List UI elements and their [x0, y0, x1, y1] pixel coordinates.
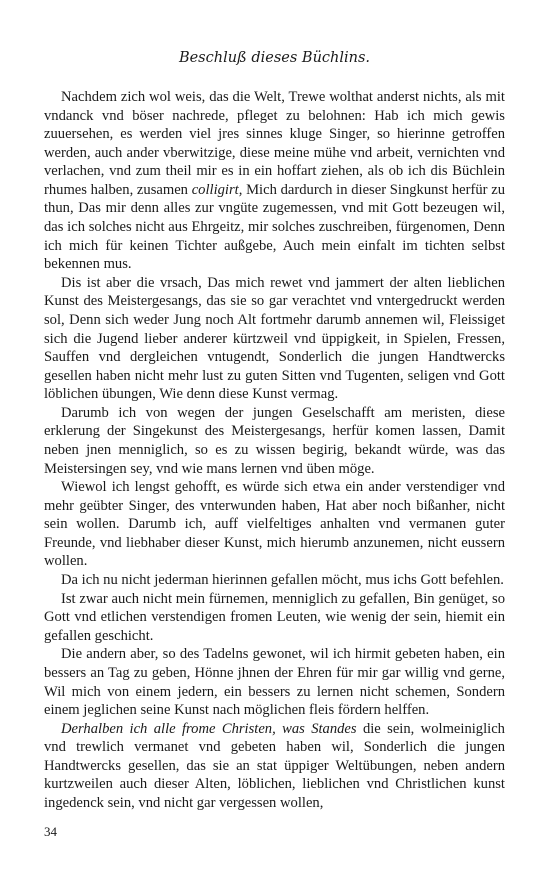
text-run: Mich dardurch in dieser Singkunst herfür zu thun, Das mir denn alles zur vngüte zugemessen, vnd mit Gott bezeugen wil, das ich solches nicht aus Ehrgeitz, mir solches zuschreiben, fürgenomen, Denn ich mich für keinen Tichter außgebe, Auch mein einfalt im tichten selbst bekennen mus.: [44, 181, 505, 273]
page-title: Beschluß dieses Büchlins.: [178, 50, 371, 66]
text-run: Ist zwar auch nicht mein fürnemen, menniglich zu gefallen, Bin genüget, so Gott vnd etlichen verstendigen fromen Leuten, wie wenig der sein, hiemit ein gefallen geschicht.: [44, 590, 505, 644]
paragraph: [44, 88, 505, 274]
text-run: die sein, wolmeiniglich vnd trewlich vermanet vnd gebeten haben wil, Sonderlich die jungen Handtwercks gesellen, das sie an stat üppiger Weltübungen, neben andern kurtzweilen auch dieser Alten, löblichen, lieblichen vnd Christlichen kunst ingedenck sein, vnd nicht gar vergessen wollen,: [44, 720, 505, 811]
paragraph: [44, 720, 505, 813]
text-run: Nachdem zich wol weis, das die Welt, Trewe wolthat anderst nichts, als mit vndanck vnd böser nachrede, pfleget zu belohnen: Hab ich mich gewis zuuersehen, es werden viel jres sinnes kluge Singer, so hierinne getroffen werden, auch ander vberwitzige, diese meine mühe vnd arbeit, vernichten vnd verlachen, vnd zum theil mir es in ein hoffart ziehen, als ob ich dis Büchlein rhumes halben, zusamen: [44, 89, 505, 198]
paragraph: [44, 645, 505, 719]
text-run: Dis ist aber die vrsach, Das mich rewet vnd jammert der alten lieblichen Kunst des Meistergesangs, das sie so gar verachtet vnd vntergedruckt werden sol, Denn sich weder Jung noch Alt fortmehr darumb annemen wil, Fleissiget sich die Jugend lieber anderer kürtzweil vnd üppigkeit, in Spielen, Fressen, Sauffen vnd dergleichen vntugendt, Sonderlich die jungen Handtwercks gesellen haben nicht mehr lust zu guten Sitten vnd Tugenten, seligen vnd Gott löblichen übungen, Wie denn diese Kunst vermag.: [44, 274, 505, 403]
page-number: 34: [44, 824, 57, 839]
text-run: Die andern aber, so des Tadelns gewonet, wil ich hirmit gebeten haben, ein bessers an Tag zu geben, Hönne jhnen der Ehren für mir gar willig vnd gerne, Wil mich von einem jedern, ein bessers zu lernen nicht schemen, Sondern einem jeglichen seine Kunst nach möglichen fleis fördern helffen.: [44, 646, 505, 719]
italic-run: colligirt,: [191, 181, 243, 198]
paragraph: [44, 478, 505, 571]
body-text: [44, 88, 505, 813]
text-run: Da ich nu nicht jederman hierinnen gefallen möcht, mus ichs Gott befehlen.: [61, 572, 504, 589]
paragraph: [44, 274, 505, 404]
text-run: Wiewol ich lengst gehofft, es würde sich etwa ein ander verstendiger vnd mehr geübter Singer, des vnterwunden haben, Hat aber noch bißanher, nicht sein wollen. Darumb ich, auff vielfeltiges anhalten vnd vermanen guter Freunde, vnd liebhaber dieser Kunst, mich hierumb anzunemen, nicht eussern wollen.: [44, 479, 505, 570]
paragraph: [44, 571, 505, 590]
page: [44, 48, 505, 813]
italic-run: Derhalben ich alle frome Christen, was Standes: [61, 720, 357, 737]
paragraph: [44, 590, 505, 646]
text-run: Darumb ich von wegen der jungen Geselschafft am meristen, diese erklerung der Singekunst des Meistergesangs, herfür komen lassen, Damit neben jnen menniglich, so es zu wissen begirig, bekandt würde, was das Meistersingen sey, vnd wie mans lernen vnd üben möge.: [44, 404, 505, 477]
paragraph: [44, 404, 505, 478]
